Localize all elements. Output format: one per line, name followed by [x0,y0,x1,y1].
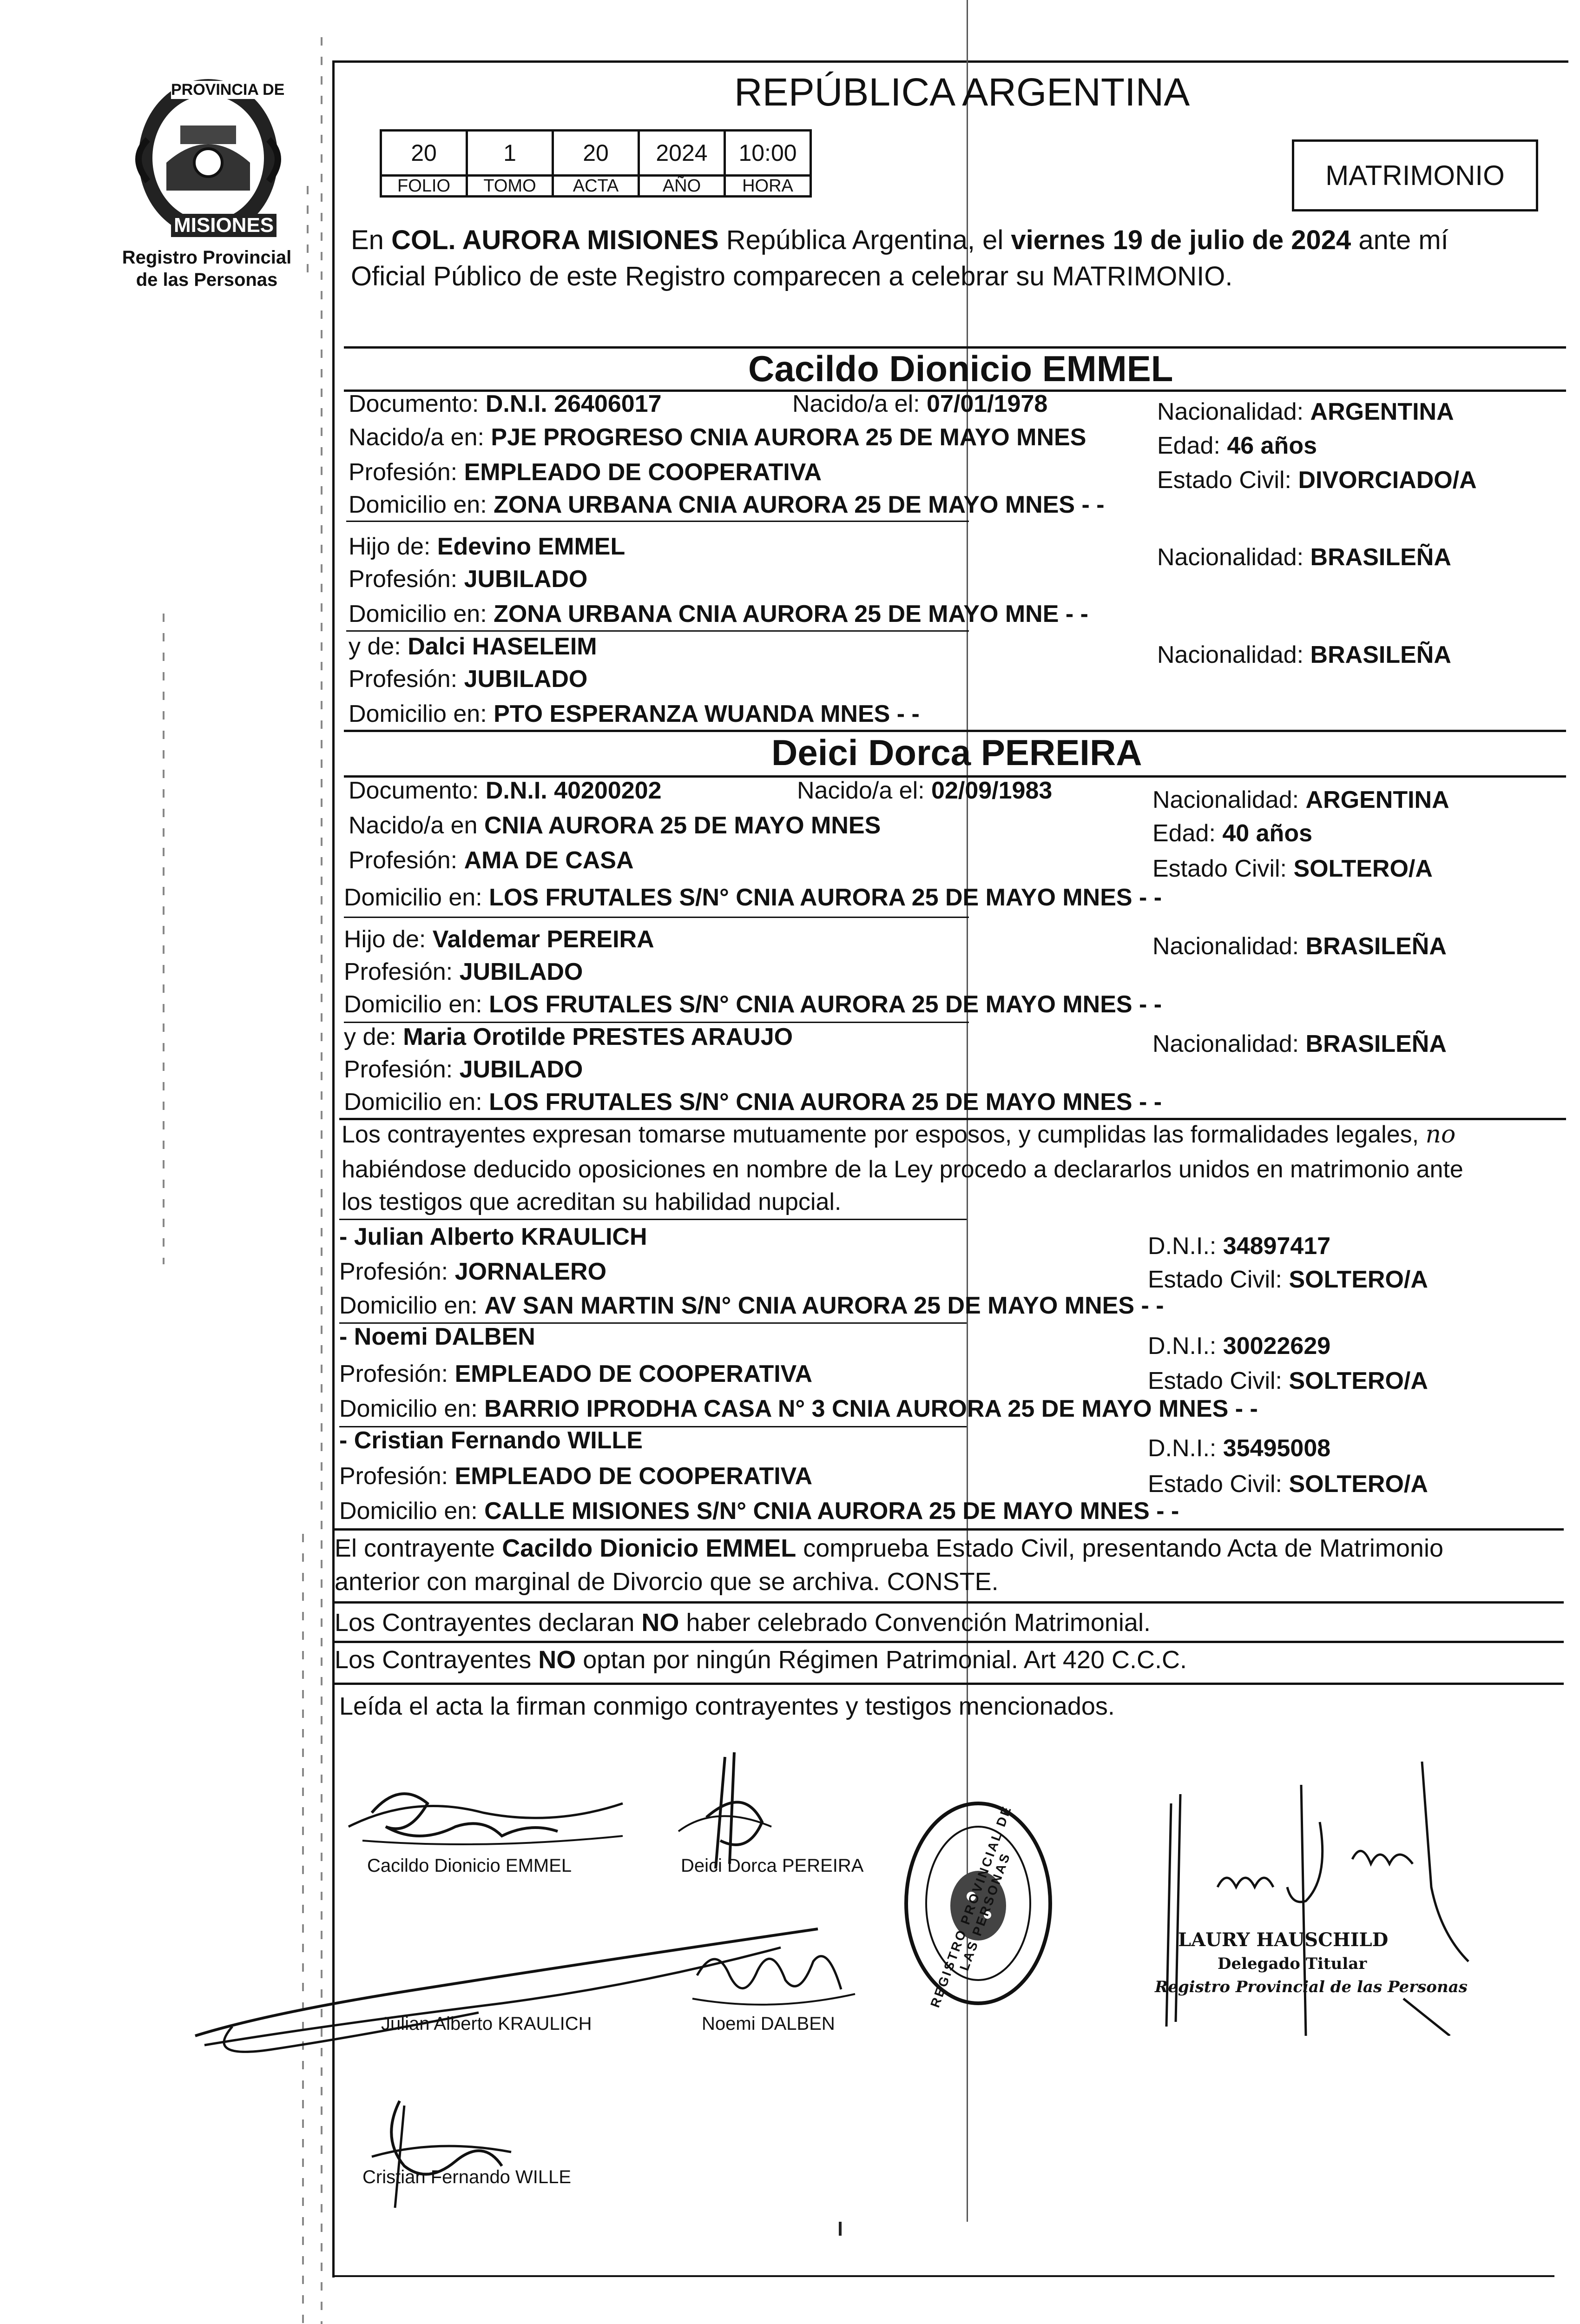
s1-prof-line [349,458,822,487]
note-text: Los Contrayentes [335,1646,539,1674]
s2-nat: ARGENTINA [1305,786,1449,813]
closing-statement: Leída el acta la firman conmigo contrayentes y testigos mencionados. [339,1692,1115,1720]
ano-label: AÑO [639,176,725,197]
w3-dni-line [1148,1434,1330,1463]
label: Profesión: [349,459,464,486]
s2-mother-addr-line [344,1088,1162,1116]
label: Estado Civil: [1148,1471,1289,1498]
label: Hijo de: [349,533,437,560]
s2-born-line [797,776,1052,805]
note1-line1 [335,1534,1443,1563]
label: Edad: [1157,432,1227,459]
acta-data-table [380,129,812,198]
w2-civil: SOLTERO/A [1289,1367,1428,1394]
s1-mother: Dalci HASELEIM [408,633,597,660]
rule [332,1683,1564,1685]
s2-civil: SOLTERO/A [1293,855,1433,882]
signature-label-dalben: Noemi DALBEN [702,2014,835,2034]
declaration-text: Los contrayentes expresan tomarse mutuamente por esposos, y cumplidas las formalidades legales, [342,1121,1426,1148]
s2-age: 40 años [1222,820,1312,847]
s1-mother-addr-line [349,700,920,728]
label: Nacido/a el: [792,390,927,417]
w3-civil: SOLTERO/A [1289,1471,1428,1498]
label: Domicilio en: [344,884,489,911]
label: Domicilio en: [339,1498,485,1525]
doc-type-box [1292,139,1538,211]
declaration-line2: habiéndose deducido oposiciones en nombre de la Ley procedo a declararlos unidos en matrimonio ante [342,1156,1463,1183]
w1-name: - Julian Alberto KRAULICH [339,1223,647,1250]
intro-place: COL. AURORA MISIONES [391,225,719,255]
intro-line2: Oficial Público de este Registro comparecen a celebrar su MATRIMONIO. [351,261,1233,291]
w1-addr: AV SAN MARTIN S/N° CNIA AURORA 25 DE MAYO MNES - - [484,1292,1164,1319]
s1-mother-nat-line [1157,640,1451,669]
w1-civil: SOLTERO/A [1289,1266,1428,1293]
s2-civil-line [1152,854,1433,883]
s1-father-addr: ZONA URBANA CNIA AURORA 25 DE MAYO MNE - - [494,601,1088,627]
s1-mother-nat: BRASILEÑA [1310,641,1451,668]
s1-father-addr-line [349,600,1088,628]
rule [344,917,969,918]
w1-dni: 34897417 [1223,1233,1331,1260]
officer-role: Delegado Titular [1218,1954,1367,1973]
s2-father-prof: JUBILADO [459,958,583,985]
s1-father-prof: JUBILADO [464,566,588,593]
label: Estado Civil: [1152,855,1294,882]
frame-top [332,60,1568,63]
signature-label-wille: Cristian Fernando WILLE [362,2167,572,2187]
label: Profesión: [349,847,464,874]
label: D.N.I.: [1148,1435,1223,1462]
label: Nacionalidad: [1157,398,1310,425]
declaration-line3: los testigos que acreditan su habilidad nupcial. [342,1188,842,1215]
w2-dni: 30022629 [1223,1333,1331,1360]
w1-prof: JORNALERO [454,1258,607,1285]
s1-mother-prof: JUBILADO [464,666,588,693]
officer-office: Registro Provincial de las Personas [1155,1978,1468,1996]
intro-date: viernes 19 de julio de 2024 [1011,225,1351,255]
declaration-handwritten: no [1425,1121,1456,1149]
officer-name: LAURY HAUSCHILD [1178,1929,1389,1951]
label: Domicilio en: [349,491,494,518]
label: Nacionalidad: [1157,544,1310,571]
logo-text-top: PROVINCIA DE [171,81,285,99]
label: Documento: [349,390,486,417]
s2-nat-line [1152,786,1449,814]
label: Estado Civil: [1148,1266,1289,1293]
signature-label-pereira: Deici Dorca PEREIRA [681,1855,864,1876]
note2 [335,1608,1151,1637]
label: Profesión: [344,958,460,985]
note-text: Los Contrayentes declaran [335,1609,642,1637]
s2-father-prof-line [344,957,583,986]
rule [332,1641,1564,1643]
rule [339,1219,967,1220]
rule [346,521,969,522]
s1-birthplace: PJE PROGRESO CNIA AURORA 25 DE MAYO MNES [491,424,1086,451]
spouse1-name: Cacildo Dionicio EMMEL [748,348,1173,389]
note-text: El contrayente [335,1534,502,1562]
ano-value: 2024 [639,131,725,176]
note3-no: NO [538,1646,576,1674]
label: Domicilio en: [344,1089,489,1116]
label: y de: [344,1023,403,1050]
w3-civil-line [1148,1470,1428,1499]
s2-father-nat: BRASILEÑA [1305,933,1447,960]
label: Profesión: [339,1360,455,1387]
tomo-value: 1 [467,131,553,176]
rule [332,1528,1564,1531]
s1-father: Edevino EMMEL [437,533,625,560]
s1-born: 07/01/1978 [927,390,1048,417]
s2-mother: Maria Orotilde PRESTES ARAUJO [403,1023,793,1050]
spouse2-name: Deici Dorca PEREIRA [771,732,1142,773]
s2-father: Valdemar PEREIRA [432,926,654,953]
label: Nacido/a en: [349,424,491,451]
label: Profesión: [339,1463,455,1490]
s1-father-prof-line [349,565,587,594]
declaration-line1 [342,1120,1455,1149]
frame-bottom [332,2275,1554,2277]
s2-mother-line [344,1023,793,1051]
w2-prof: EMPLEADO DE COOPERATIVA [454,1360,813,1387]
intro-text: ante mí [1351,225,1448,255]
doc-type: MATRIMONIO [1325,160,1505,191]
note1-name: Cacildo Dionicio EMMEL [502,1534,797,1562]
label: Nacionalidad: [1152,1030,1306,1057]
s1-father-nat: BRASILEÑA [1310,544,1451,571]
label: Domicilio en: [349,700,494,727]
s1-civil-line [1157,466,1477,495]
w3-dni: 35495008 [1223,1435,1331,1462]
w1-addr-line [339,1291,1164,1320]
label: Domicilio en: [339,1395,485,1422]
mark [839,2222,842,2236]
s1-mother-line [349,632,597,661]
label: Documento: [349,777,486,804]
label: Nacionalidad: [1152,933,1306,960]
w3-prof: EMPLEADO DE COOPERATIVA [454,1463,813,1490]
s1-doc: D.N.I. 26406017 [485,390,662,417]
s1-mother-addr: PTO ESPERANZA WUANDA MNES - - [494,700,920,727]
w1-dni-line [1148,1232,1330,1261]
rule [332,1601,1564,1604]
s2-mother-prof: JUBILADO [459,1056,583,1083]
s2-born: 02/09/1983 [931,777,1053,804]
label: Nacionalidad: [1157,641,1310,668]
s1-mother-prof-line [349,665,587,693]
margin-line [307,186,309,279]
w2-name: - Noemi DALBEN [339,1323,535,1350]
note2-no: NO [641,1609,679,1637]
label: Hijo de: [344,926,433,953]
margin-line [163,614,165,1264]
s1-doc-line [349,390,662,418]
label: Domicilio en: [339,1292,485,1319]
signature-dalben [688,1934,864,2017]
label: D.N.I.: [1148,1233,1223,1260]
w2-prof-line [339,1360,812,1388]
w3-addr-line [339,1497,1179,1525]
intro-text: República Argentina, el [718,225,1011,255]
s1-born-line [792,390,1047,418]
w2-civil-line [1148,1367,1428,1395]
s2-father-addr: LOS FRUTALES S/N° CNIA AURORA 25 DE MAYO MNES - - [489,991,1162,1018]
folio-value: 20 [381,131,467,176]
intro-text: En [351,225,392,255]
note-text: haber celebrado Convención Matrimonial. [679,1609,1151,1637]
w3-prof-line [339,1462,812,1491]
s1-nat-line [1157,397,1454,426]
hora-value: 10:00 [725,131,811,176]
registry-logo [120,70,296,246]
intro-line1 [351,224,1448,257]
s2-birthplace-line [349,811,881,840]
label: D.N.I.: [1148,1333,1223,1360]
s1-age-line [1157,431,1317,460]
hora-label: HORA [725,176,811,197]
s1-father-nat-line [1157,543,1451,572]
label: Domicilio en: [344,991,489,1018]
w2-dni-line [1148,1332,1330,1360]
label: Estado Civil: [1157,467,1298,494]
label: Edad: [1152,820,1223,847]
s2-birthplace: CNIA AURORA 25 DE MAYO MNES [484,812,881,839]
signature-wille [362,2092,520,2212]
s2-doc-line [349,776,662,805]
label: y de: [349,633,408,660]
s1-age: 46 años [1227,432,1317,459]
s2-prof: AMA DE CASA [464,847,634,874]
label: Nacido/a el: [797,777,932,804]
note1-line2: anterior con marginal de Divorcio que se archiva. CONSTE. [335,1568,999,1596]
official-stamp [902,1799,1055,2008]
s2-mother-addr: LOS FRUTALES S/N° CNIA AURORA 25 DE MAYO MNES - - [489,1089,1162,1116]
logo-text-bottom: MISIONES [171,214,276,237]
label: Profesión: [339,1258,455,1285]
s2-addr-line [344,883,1162,912]
s1-civil: DIVORCIADO/A [1298,467,1477,494]
stamp-text: REGISTRO PROVINCIAL DE LAS PERSONAS [928,1803,1014,2010]
w1-prof-line [339,1257,606,1286]
s1-birthplace-line [349,423,1086,452]
folio-label: FOLIO [381,176,467,197]
s2-father-line [344,925,654,954]
label: Estado Civil: [1148,1367,1289,1394]
s1-addr: ZONA URBANA CNIA AURORA 25 DE MAYO MNES - - [494,491,1105,518]
s2-addr: LOS FRUTALES S/N° CNIA AURORA 25 DE MAYO MNES - - [489,884,1162,911]
acta-value: 20 [553,131,639,176]
rule [346,630,969,632]
s1-addr-line [349,490,1105,519]
page-title: REPÚBLICA ARGENTINA [734,70,1190,114]
acta-label: ACTA [553,176,639,197]
w2-addr-line [339,1394,1258,1423]
note-text: comprueba Estado Civil, presentando Acta de Matrimonio [796,1534,1443,1562]
w3-name: - Cristian Fernando WILLE [339,1427,643,1454]
tomo-label: TOMO [467,176,553,197]
registry-name-line2: de las Personas [136,270,278,290]
label: Domicilio en: [349,601,494,627]
registry-name [107,246,307,291]
label: Profesión: [349,566,464,593]
registry-name-line1: Registro Provincial [122,247,292,268]
s2-mother-nat-line [1152,1030,1447,1058]
s2-age-line [1152,819,1312,848]
label: Nacionalidad: [1152,786,1306,813]
s2-prof-line [349,846,634,875]
s2-mother-nat: BRASILEÑA [1305,1030,1447,1057]
note-text: optan por ningún Régimen Patrimonial. Art 420 C.C.C. [576,1646,1187,1674]
w1-civil-line [1148,1265,1428,1294]
s2-doc: D.N.I. 40200202 [485,777,662,804]
label: Profesión: [344,1056,460,1083]
w2-addr: BARRIO IPRODHA CASA N° 3 CNIA AURORA 25 DE MAYO MNES - - [484,1395,1258,1422]
signature-label-kraulich: Julian Alberto KRAULICH [381,2014,592,2034]
label: Profesión: [349,666,464,693]
s2-mother-prof-line [344,1055,583,1084]
note3 [335,1645,1187,1674]
s1-prof: EMPLEADO DE COOPERATIVA [464,459,822,486]
s2-father-addr-line [344,990,1162,1019]
s2-father-nat-line [1152,932,1447,961]
s1-nat: ARGENTINA [1310,398,1454,425]
label: Nacido/a en [349,812,484,839]
signature-label-emmel: Cacildo Dionicio EMMEL [367,1855,572,1876]
s1-father-line [349,532,625,561]
w3-addr: CALLE MISIONES S/N° CNIA AURORA 25 DE MAYO MNES - - [484,1498,1179,1525]
